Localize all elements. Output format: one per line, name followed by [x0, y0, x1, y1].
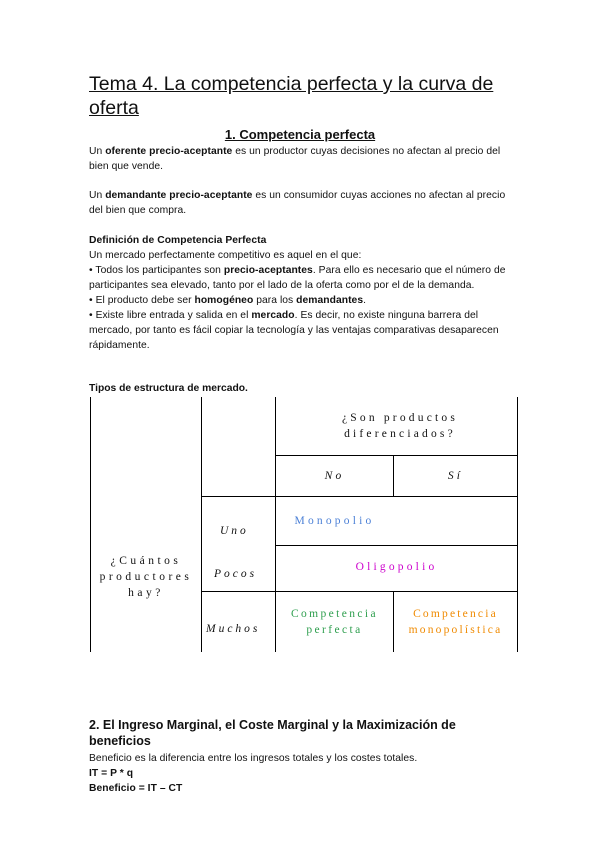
table-caption: Tipos de estructura de mercado. — [89, 383, 248, 394]
section2-heading: 2. El Ingreso Marginal, el Coste Marginal y la Maximización de beneficios — [89, 718, 456, 748]
definition-intro: Un mercado perfectamente competitivo es aquel en el que: — [89, 250, 362, 261]
table-hline — [275, 455, 518, 456]
bullet-3: • Existe libre entrada y salida en el mercado. Es decir, no existe ninguna barrera del mercado, por tanto es fácil copiar la tecnología y las ventajas comparativas desaparecen rápidamente. — [89, 310, 499, 351]
row-pocos: Pocos — [214, 568, 258, 580]
section2-body — [89, 751, 519, 796]
page-title: Tema 4. La competencia perfecta y la curva de oferta — [89, 73, 494, 119]
formula-it: IT = P * q — [89, 768, 134, 779]
demandante-paragraph — [89, 188, 519, 218]
demandante-prefix: Un — [89, 190, 106, 201]
bullet-1: • Todos los participantes son precio-aceptantes. Para ello es necesario que el número de participantes sea elevado, tanto por el lado de la oferta como por el de la demanda. — [89, 265, 506, 291]
demandante-rest: es un consumidor cuyas acciones no afectan al precio del bien que compra. — [89, 190, 506, 216]
column-no: No — [324, 470, 345, 482]
definition-heading: Definición de Competencia Perfecta — [89, 235, 267, 246]
demandante-term: demandante precio-aceptante — [105, 190, 253, 201]
table-vline — [201, 397, 202, 652]
oferente-prefix: Un — [89, 146, 106, 157]
definition-block — [89, 233, 519, 353]
products-question: ¿Son productos diferenciados? — [341, 412, 459, 440]
table-vline — [90, 397, 91, 652]
formula-beneficio: Beneficio = IT – CT — [89, 783, 183, 794]
bullet-2: • El producto debe ser homogéneo para los demandantes. — [89, 295, 367, 306]
oligopolio-cell: Oligopolio — [355, 561, 438, 573]
table-hline — [201, 496, 518, 497]
table-vline — [517, 397, 518, 652]
oferente-paragraph — [89, 144, 519, 174]
table-hline — [201, 591, 518, 592]
section1-heading: 1. Competencia perfecta — [224, 127, 376, 142]
competencia-perfecta-cell: Competencia perfecta — [290, 608, 379, 636]
competencia-monopolistica-cell: Competencia monopolística — [408, 608, 503, 636]
producers-question: ¿Cuántos productores hay? — [99, 555, 193, 599]
row-muchos: Muchos — [206, 623, 261, 635]
table-hline — [275, 545, 518, 546]
beneficio-definition: Beneficio es la diferencia entre los ingresos totales y los costes totales. — [89, 753, 418, 764]
oferente-rest: es un productor cuyas decisiones no afectan al precio del bien que vende. — [89, 146, 501, 172]
monopolio-cell: Monopolio — [294, 515, 375, 527]
row-uno: Uno — [220, 525, 249, 537]
oferente-term: oferente precio-aceptante — [105, 146, 233, 157]
column-si: Sí — [447, 470, 464, 482]
